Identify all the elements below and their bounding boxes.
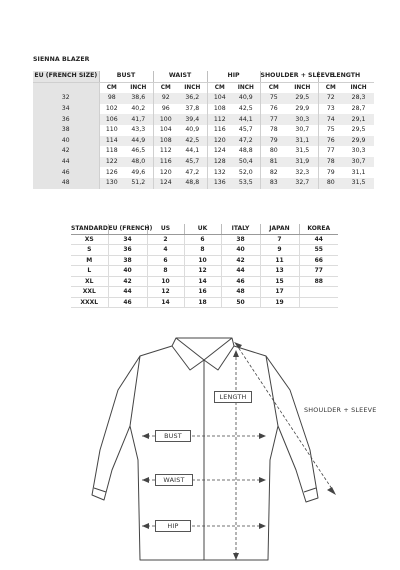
measure-cell-cm: 98	[99, 93, 124, 104]
conversion-cell: 50	[221, 297, 260, 308]
measure-cell-inch: 31,1	[287, 136, 318, 147]
measure-cell-inch: 32,7	[287, 178, 318, 189]
measure-cell-inch: 53,5	[232, 178, 260, 189]
size-row	[33, 146, 374, 157]
size-conversion-table	[71, 224, 338, 308]
jacket-body	[92, 346, 318, 560]
conversion-cell: 44	[299, 234, 338, 245]
unit-inch: INCH	[130, 84, 147, 91]
header-italy: ITALY	[221, 224, 260, 234]
conversion-cell: 8	[147, 266, 184, 277]
measure-cell-inch: 30,3	[287, 114, 318, 125]
hip-arrow-left	[142, 523, 149, 529]
measure-cell-cm: 75	[260, 93, 287, 104]
unit-inch: INCH	[294, 84, 311, 91]
measure-cell-cm: 75	[318, 125, 343, 136]
standard-size-cell: L	[71, 266, 108, 277]
length-arrow-top	[233, 350, 239, 357]
length-arrow-bottom	[233, 553, 239, 560]
measure-cell-inch: 44,1	[178, 146, 207, 157]
measure-cell-inch: 40,2	[124, 104, 153, 115]
conversion-row	[71, 234, 338, 245]
conversion-cell: 14	[184, 276, 221, 287]
measure-cell-cm: 130	[99, 178, 124, 189]
measure-cell-inch: 43,3	[124, 125, 153, 136]
bust-arrow-left	[142, 433, 149, 439]
collar-inner	[176, 338, 232, 360]
measure-cell-cm: 80	[318, 178, 343, 189]
header-standard: STANDARD	[71, 225, 108, 233]
waist-arrow-left	[142, 477, 149, 483]
measure-cell-inch: 52,0	[232, 167, 260, 178]
measure-cell-inch: 44,1	[232, 114, 260, 125]
header-uk: UK	[184, 224, 221, 234]
conversion-cell: 44	[221, 266, 260, 277]
measure-cell-cm: 116	[207, 125, 232, 136]
measure-cell-inch: 38,6	[124, 93, 153, 104]
length-label: LENGTH	[214, 391, 252, 403]
measure-cell-inch: 48,0	[124, 157, 153, 168]
conversion-cell	[299, 287, 338, 298]
conversion-cell: 77	[299, 266, 338, 277]
waist-label: WAIST	[155, 474, 193, 486]
measure-cell-cm: 96	[153, 104, 178, 115]
conversion-cell: 48	[221, 287, 260, 298]
size-row	[33, 167, 374, 178]
measure-cell-inch: 31,1	[343, 167, 374, 178]
left-sleeve-seam	[130, 356, 140, 426]
measure-cell-inch: 46,5	[124, 146, 153, 157]
right-sleeve-seam	[266, 356, 278, 426]
standard-size-cell: XXXL	[71, 297, 108, 308]
measure-cell-inch: 40,9	[232, 93, 260, 104]
measure-cell-inch: 29,9	[343, 136, 374, 147]
header-eu-size: EU (FRENCH SIZE)	[33, 71, 99, 82]
conversion-cell: 40	[108, 266, 147, 277]
conversion-cell: 16	[184, 287, 221, 298]
measure-cell-cm: 92	[153, 93, 178, 104]
measure-cell-inch: 45,7	[232, 125, 260, 136]
unit-inch: INCH	[350, 84, 367, 91]
measure-cell-inch: 48,8	[178, 178, 207, 189]
measure-cell-inch: 44,9	[124, 136, 153, 147]
conversion-table-header	[71, 224, 338, 234]
cuff-right	[304, 488, 316, 492]
measure-cell-cm: 106	[99, 114, 124, 125]
measure-cell-cm: 128	[207, 157, 232, 168]
conversion-cell: 11	[260, 255, 299, 266]
bust-arrow-right	[259, 433, 266, 439]
size-measurement-table	[33, 71, 374, 189]
conversion-cell: 66	[299, 255, 338, 266]
measure-cell-cm: 126	[99, 167, 124, 178]
measure-cell-inch: 40,9	[178, 125, 207, 136]
measure-cell-cm: 104	[207, 93, 232, 104]
measure-cell-cm: 110	[99, 125, 124, 136]
measure-cell-inch: 47,2	[178, 167, 207, 178]
measure-cell-inch: 31,5	[343, 178, 374, 189]
measure-cell-cm: 74	[318, 114, 343, 125]
measure-cell-cm: 77	[260, 114, 287, 125]
product-title: SIENNA BLAZER	[33, 56, 90, 63]
measure-cell-cm: 77	[318, 146, 343, 157]
conversion-row	[71, 276, 338, 287]
measure-cell-cm: 120	[153, 167, 178, 178]
measure-cell-cm: 120	[207, 136, 232, 147]
measure-cell-cm: 72	[318, 93, 343, 104]
header-us: US	[147, 224, 184, 234]
size-row	[33, 125, 374, 136]
measure-cell-inch: 48,8	[232, 146, 260, 157]
measure-cell-cm: 82	[260, 167, 287, 178]
measure-cell-cm: 76	[260, 104, 287, 115]
measure-cell-inch: 28,7	[343, 104, 374, 115]
measure-cell-cm: 122	[99, 157, 124, 168]
measure-cell-inch: 30,3	[343, 146, 374, 157]
measure-cell-inch: 37,8	[178, 104, 207, 115]
measure-cell-inch: 50,4	[232, 157, 260, 168]
size-cell-eu: 48	[33, 178, 99, 189]
conversion-cell: 38	[108, 255, 147, 266]
cuff-left	[94, 488, 106, 492]
measure-cell-cm: 118	[99, 146, 124, 157]
measure-cell-cm: 78	[318, 157, 343, 168]
measure-cell-inch: 45,7	[178, 157, 207, 168]
conversion-cell: 42	[108, 276, 147, 287]
size-row	[33, 157, 374, 168]
header-shoulder-sleeve: SHOULDER + SLEEVE	[260, 71, 318, 82]
conversion-cell: 12	[184, 266, 221, 277]
size-cell-eu: 40	[33, 136, 99, 147]
shoulder-arrow-bottom	[327, 487, 336, 495]
conversion-cell: 7	[260, 234, 299, 245]
standard-size-cell: XXL	[71, 287, 108, 298]
measure-cell-cm: 73	[318, 104, 343, 115]
measure-cell-cm: 104	[153, 125, 178, 136]
measure-cell-cm: 114	[99, 136, 124, 147]
conversion-cell: 10	[184, 255, 221, 266]
conversion-cell: 12	[147, 287, 184, 298]
measure-cell-inch: 39,4	[178, 114, 207, 125]
measure-cell-inch: 36,2	[178, 93, 207, 104]
conversion-cell: 2	[147, 234, 184, 245]
standard-size-cell: XL	[71, 276, 108, 287]
measure-cell-cm: 83	[260, 178, 287, 189]
waist-arrow-right	[259, 477, 266, 483]
header-bust: BUST	[99, 71, 153, 82]
conversion-cell: 9	[260, 245, 299, 256]
shoulder-sleeve-label: SHOULDER + SLEEVE	[304, 406, 377, 414]
size-cell-eu: 46	[33, 167, 99, 178]
conversion-row	[71, 266, 338, 277]
hip-label: HIP	[155, 520, 191, 532]
measure-cell-cm: 79	[318, 167, 343, 178]
conversion-cell: 14	[147, 297, 184, 308]
standard-size-cell: M	[71, 255, 108, 266]
measure-cell-inch: 30,7	[343, 157, 374, 168]
unit-inch: INCH	[184, 84, 201, 91]
measure-cell-inch: 51,2	[124, 178, 153, 189]
header-eu-french: EU (FRENCH)	[108, 225, 153, 233]
unit-inch: INCH	[237, 84, 254, 91]
conversion-cell	[299, 297, 338, 308]
conversion-cell: 55	[299, 245, 338, 256]
size-row	[33, 104, 374, 115]
conversion-row	[71, 287, 338, 298]
measure-cell-cm: 132	[207, 167, 232, 178]
shoulder-sleeve-line	[236, 344, 334, 492]
conversion-row	[71, 245, 338, 256]
conversion-cell: 88	[299, 276, 338, 287]
size-cell-eu: 38	[33, 125, 99, 136]
size-cell-eu: 42	[33, 146, 99, 157]
measure-cell-cm: 116	[153, 157, 178, 168]
conversion-cell: 38	[221, 234, 260, 245]
conversion-cell: 15	[260, 276, 299, 287]
unit-cm: CM	[260, 82, 287, 93]
measure-cell-cm: 100	[153, 114, 178, 125]
measure-cell-inch: 29,9	[287, 104, 318, 115]
size-cell-eu: 36	[33, 114, 99, 125]
conversion-cell: 13	[260, 266, 299, 277]
measure-cell-inch: 30,7	[287, 125, 318, 136]
conversion-cell: 42	[221, 255, 260, 266]
size-cell-eu: 44	[33, 157, 99, 168]
measure-cell-cm: 124	[153, 178, 178, 189]
measure-cell-cm: 76	[318, 136, 343, 147]
unit-cm: CM	[207, 82, 232, 93]
unit-cm: CM	[318, 82, 343, 93]
measure-cell-cm: 79	[260, 136, 287, 147]
header-korea: KOREA	[299, 224, 338, 234]
measure-cell-cm: 112	[153, 146, 178, 157]
header-length: LENGTH	[318, 71, 374, 82]
conversion-row	[71, 255, 338, 266]
measure-cell-cm: 102	[99, 104, 124, 115]
header-unit-empty	[33, 82, 99, 93]
header-japan: JAPAN	[260, 224, 299, 234]
size-cell-eu: 32	[33, 93, 99, 104]
size-cell-eu: 34	[33, 104, 99, 115]
hip-arrow-right	[259, 523, 266, 529]
measure-cell-inch: 42,5	[232, 104, 260, 115]
conversion-cell: 46	[221, 276, 260, 287]
header-waist: WAIST	[153, 71, 207, 82]
conversion-cell: 34	[108, 234, 147, 245]
size-table-group-header	[33, 71, 374, 82]
measure-cell-inch: 31,5	[287, 146, 318, 157]
measure-cell-inch: 42,5	[178, 136, 207, 147]
measure-cell-inch: 31,9	[287, 157, 318, 168]
measure-cell-inch: 28,3	[343, 93, 374, 104]
measure-cell-cm: 81	[260, 157, 287, 168]
unit-cm: CM	[99, 82, 124, 93]
measure-cell-inch: 47,2	[232, 136, 260, 147]
conversion-cell: 8	[184, 245, 221, 256]
measurement-diagram	[0, 330, 400, 566]
standard-size-cell: XS	[71, 234, 108, 245]
size-row	[33, 93, 374, 104]
conversion-cell: 4	[147, 245, 184, 256]
measure-cell-inch: 29,5	[343, 125, 374, 136]
conversion-row	[71, 297, 338, 308]
size-table-unit-header	[33, 82, 374, 93]
measure-cell-inch: 29,5	[287, 93, 318, 104]
bust-label: BUST	[155, 430, 191, 442]
conversion-cell: 40	[221, 245, 260, 256]
conversion-cell: 6	[184, 234, 221, 245]
header-hip: HIP	[207, 71, 260, 82]
conversion-cell: 17	[260, 287, 299, 298]
size-row	[33, 136, 374, 147]
measure-cell-cm: 78	[260, 125, 287, 136]
measure-cell-inch: 49,6	[124, 167, 153, 178]
measure-cell-cm: 112	[207, 114, 232, 125]
unit-cm: CM	[153, 82, 178, 93]
conversion-cell: 10	[147, 276, 184, 287]
measure-cell-cm: 124	[207, 146, 232, 157]
size-row	[33, 178, 374, 189]
conversion-cell: 19	[260, 297, 299, 308]
conversion-cell: 18	[184, 297, 221, 308]
standard-size-cell: S	[71, 245, 108, 256]
conversion-cell: 6	[147, 255, 184, 266]
measure-cell-inch: 32,3	[287, 167, 318, 178]
measure-cell-cm: 108	[207, 104, 232, 115]
size-row	[33, 114, 374, 125]
measure-cell-cm: 80	[260, 146, 287, 157]
jacket-outline-illustration	[0, 330, 400, 566]
measure-cell-inch: 41,7	[124, 114, 153, 125]
measure-cell-cm: 136	[207, 178, 232, 189]
measure-cell-inch: 29,1	[343, 114, 374, 125]
conversion-cell: 36	[108, 245, 147, 256]
conversion-cell: 46	[108, 297, 147, 308]
conversion-cell: 44	[108, 287, 147, 298]
measure-cell-cm: 108	[153, 136, 178, 147]
